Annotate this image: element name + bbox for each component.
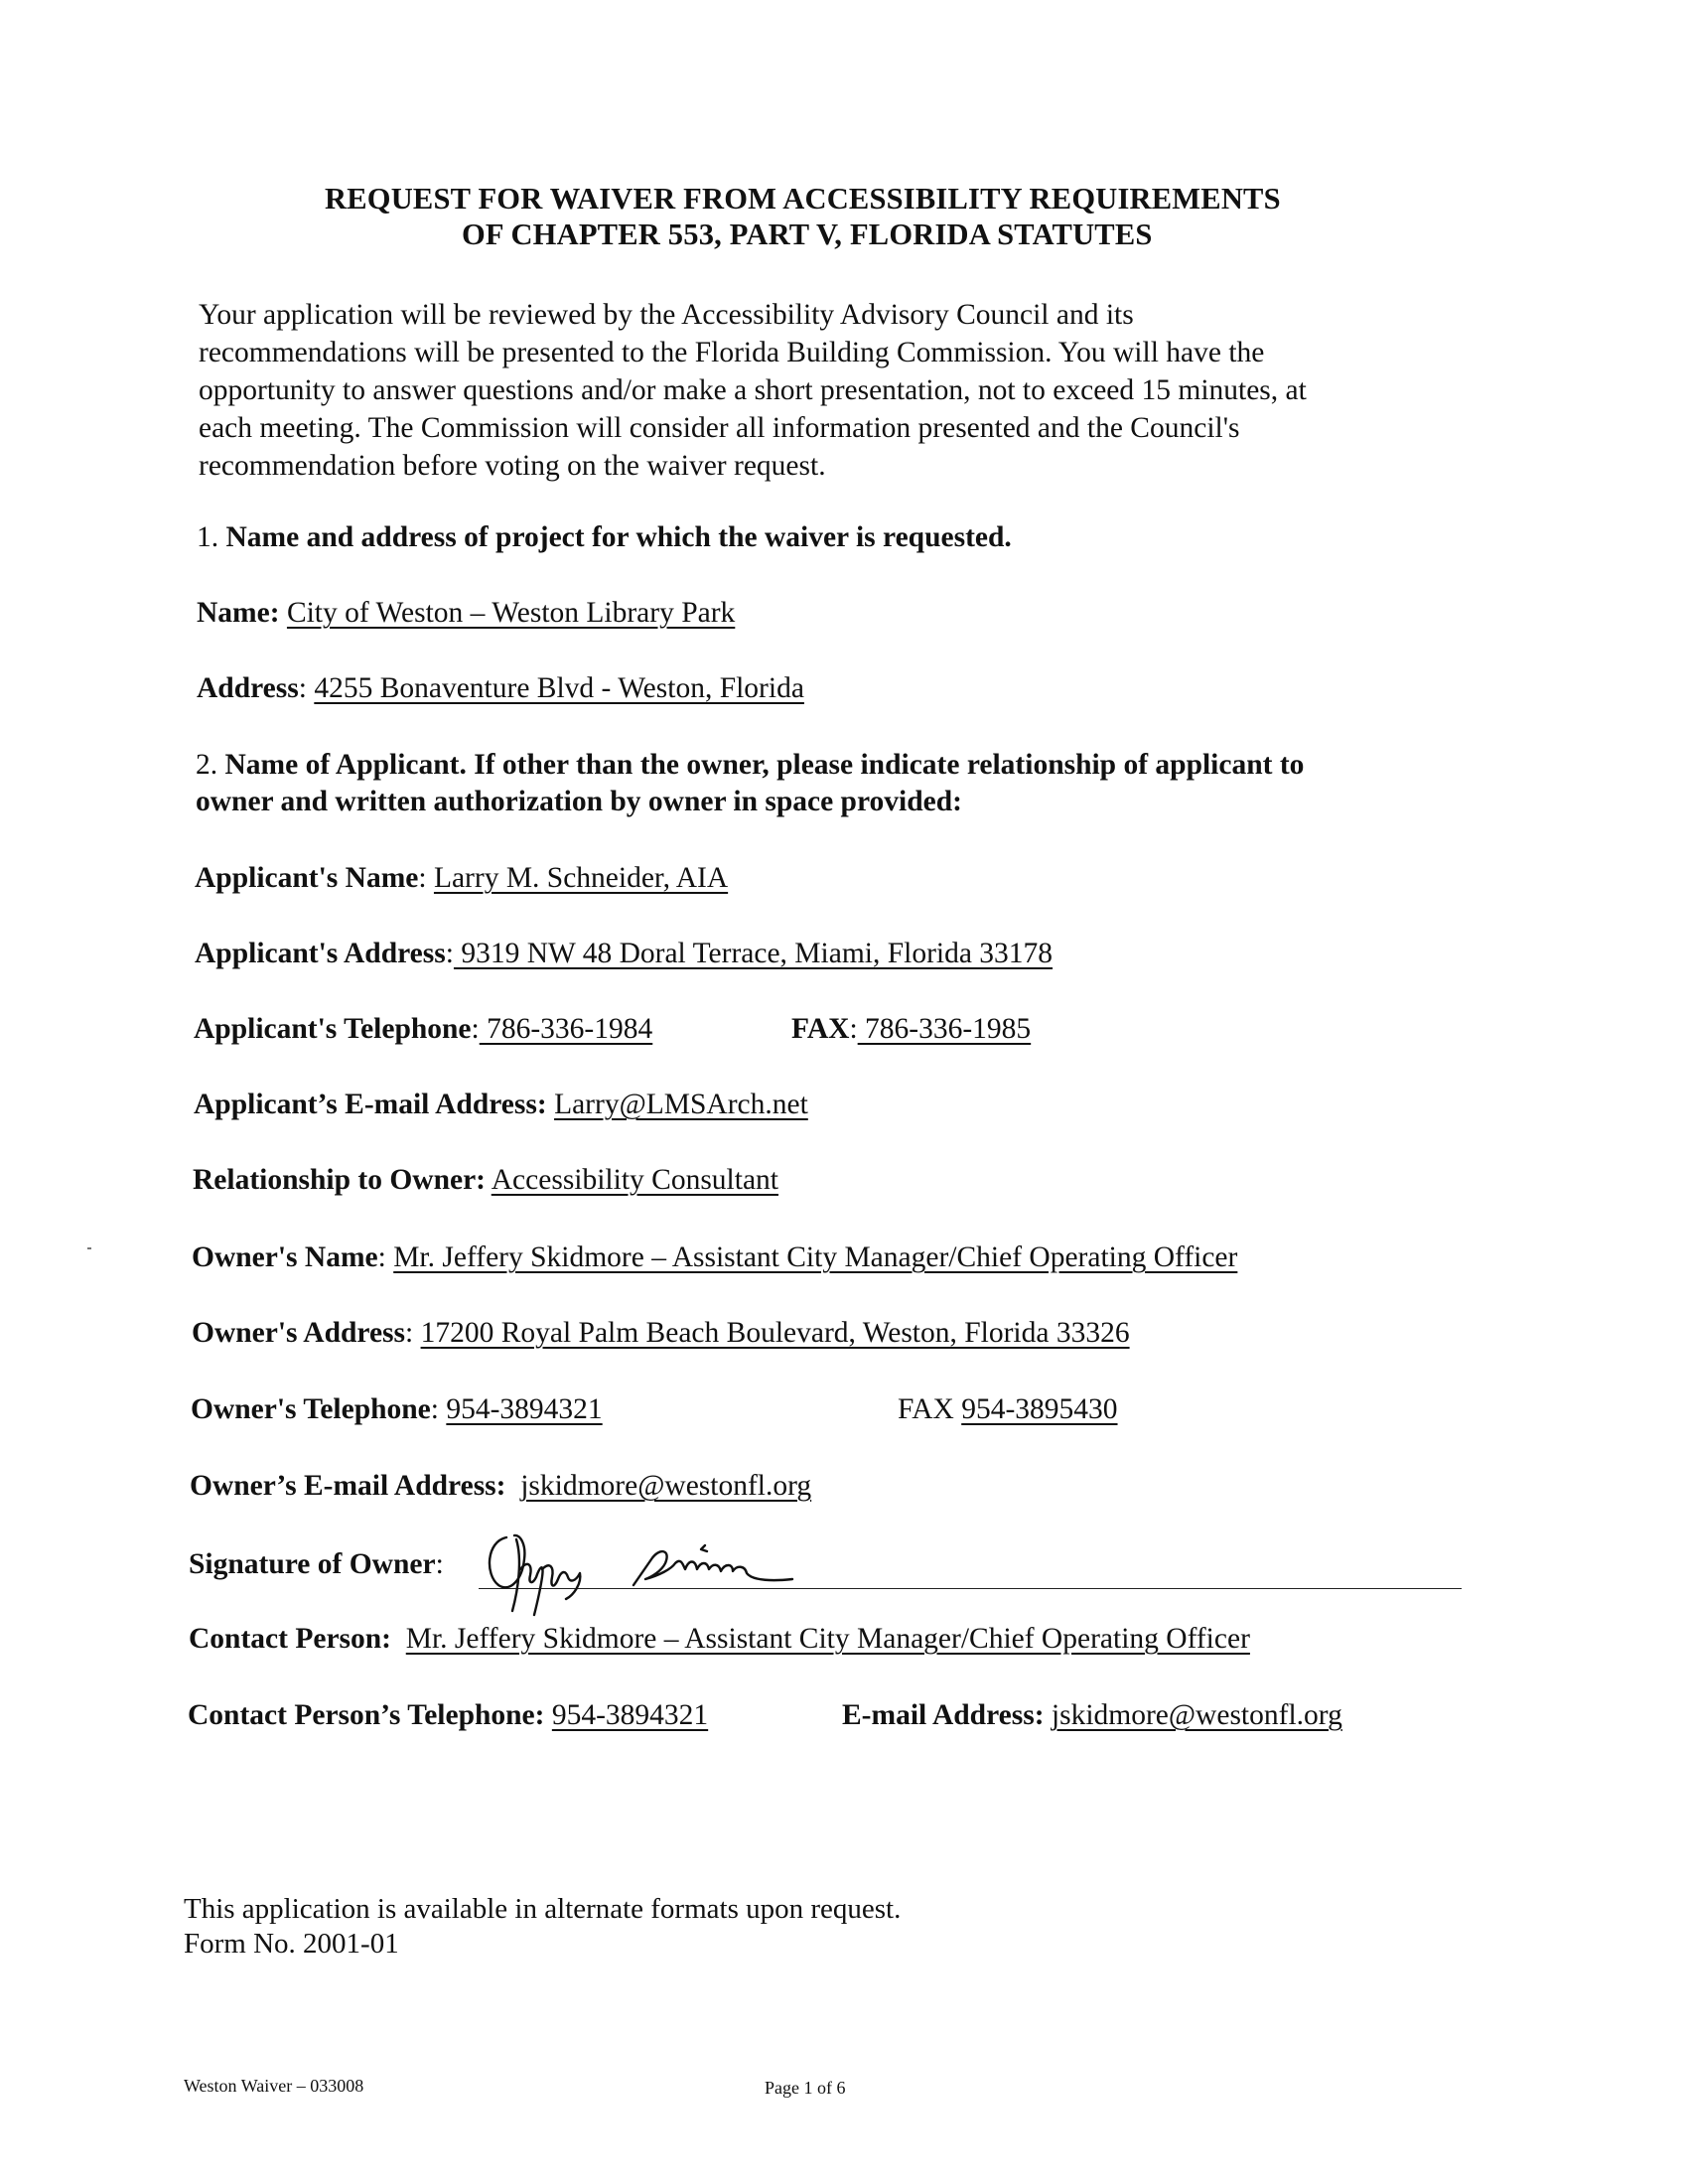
section-2-heading-line-2: owner and written authorization by owner in space provided: bbox=[196, 786, 962, 817]
contact-email-field bbox=[842, 1699, 1342, 1732]
owner-address-field: Owner's Address: 17200 Royal Palm Beach Boulevard, Weston, Florida 33326 bbox=[192, 1317, 1130, 1349]
owner-name-value[interactable]: Mr. Jeffery Skidmore – Assistant City Manager/Chief Operating Officer bbox=[393, 1241, 1238, 1273]
applicant-fax-value[interactable]: 786-336-1985 bbox=[857, 1013, 1032, 1045]
contact-person-field bbox=[189, 1623, 1250, 1656]
owner-email-label: Owner’s E-mail Address: bbox=[190, 1470, 506, 1502]
signature-label: Signature of Owner bbox=[189, 1548, 436, 1580]
signature-field: Signature of Owner: bbox=[189, 1548, 444, 1580]
owner-address-value[interactable]: 17200 Royal Palm Beach Boulevard, Weston, Florida 33326 bbox=[420, 1317, 1130, 1349]
intro-line: Your application will be reviewed by the Accessibility Advisory Council and its bbox=[199, 299, 1134, 331]
document-title-line-1: REQUEST FOR WAIVER FROM ACCESSIBILITY REQUIREMENTS bbox=[325, 182, 1281, 216]
page-indicator: Page 1 of 6 bbox=[765, 2078, 846, 2098]
section-1-heading bbox=[197, 521, 1012, 554]
applicant-name-label: Applicant's Name bbox=[195, 862, 419, 894]
project-address-field: Address: 4255 Bonaventure Blvd - Weston, Florida bbox=[197, 672, 804, 704]
availability-note: This application is available in alternate formats upon request. bbox=[184, 1893, 902, 1925]
section-2-number: 2. bbox=[196, 749, 218, 781]
applicant-telephone-field: Applicant's Telephone: 786-336-1984 bbox=[194, 1013, 653, 1045]
owner-email-field bbox=[190, 1470, 811, 1503]
document-id: Weston Waiver – 033008 bbox=[184, 2076, 364, 2096]
section-1-heading-text: Name and address of project for which the waiver is requested. bbox=[225, 521, 1012, 553]
section-2-heading-continued bbox=[196, 786, 962, 818]
signature-stroke bbox=[520, 1564, 543, 1615]
owner-telephone-field: Owner's Telephone: 954-3894321 bbox=[191, 1393, 603, 1425]
owner-telephone-label: Owner's Telephone bbox=[191, 1393, 431, 1425]
signature-stroke bbox=[542, 1565, 580, 1599]
owner-telephone-value[interactable]: 954-3894321 bbox=[446, 1393, 603, 1425]
applicant-telephone-label: Applicant's Telephone bbox=[194, 1013, 472, 1045]
footer-notes bbox=[184, 1892, 901, 1962]
project-address-label: Address bbox=[197, 672, 299, 704]
project-name-label: Name bbox=[197, 597, 270, 629]
owner-email-value[interactable]: jskidmore@westonfl.org bbox=[520, 1470, 812, 1502]
document-title-line-2: OF CHAPTER 553, PART V, FLORIDA STATUTES bbox=[462, 218, 1153, 251]
owner-fax-label: FAX bbox=[898, 1393, 954, 1425]
applicant-address-value[interactable]: 9319 NW 48 Doral Terrace, Miami, Florida 33178 bbox=[453, 938, 1054, 969]
applicant-telephone-value[interactable]: 786-336-1984 bbox=[479, 1013, 653, 1045]
section-2-heading-line-1: Name of Applicant. If other than the owner, please indicate relationship of applicant to bbox=[224, 749, 1305, 781]
applicant-email-value[interactable]: Larry@LMSArch.net bbox=[554, 1089, 808, 1120]
project-name-field: Name: City of Weston – Weston Library Park bbox=[197, 597, 736, 629]
contact-telephone-value[interactable]: 954-3894321 bbox=[551, 1699, 709, 1731]
applicant-address-label: Applicant's Address bbox=[195, 938, 446, 969]
applicant-email-field bbox=[194, 1089, 808, 1121]
owner-signature-image bbox=[477, 1520, 874, 1619]
signature-stroke bbox=[633, 1551, 792, 1585]
intro-line: each meeting. The Commission will consider all information presented and the Council's bbox=[199, 412, 1240, 444]
relationship-label: Relationship to Owner: bbox=[193, 1164, 486, 1196]
contact-telephone-label: Contact Person’s Telephone: bbox=[188, 1699, 545, 1731]
owner-fax-field bbox=[898, 1393, 1118, 1426]
intro-line: opportunity to answer questions and/or make a short presentation, not to exceed 15 minutes, at bbox=[199, 374, 1307, 406]
owner-name-label: Owner's Name bbox=[192, 1241, 378, 1273]
project-name-value[interactable]: City of Weston – Weston Library Park bbox=[286, 597, 736, 629]
owner-fax-value[interactable]: 954-3895430 bbox=[961, 1393, 1118, 1425]
applicant-email-label: Applicant’s E-mail Address: bbox=[194, 1089, 547, 1120]
relationship-field bbox=[193, 1164, 778, 1197]
contact-person-value[interactable]: Mr. Jeffery Skidmore – Assistant City Manager/Chief Operating Officer bbox=[405, 1623, 1250, 1655]
contact-person-label: Contact Person: bbox=[189, 1623, 391, 1655]
applicant-fax-field: FAX: 786-336-1985 bbox=[791, 1013, 1032, 1045]
signature-stroke bbox=[701, 1545, 707, 1551]
contact-telephone-field bbox=[188, 1699, 708, 1732]
intro-paragraph bbox=[199, 296, 1307, 485]
scan-speck bbox=[87, 1247, 91, 1249]
owner-address-label: Owner's Address bbox=[192, 1317, 405, 1349]
contact-email-label: E-mail Address: bbox=[842, 1699, 1045, 1731]
intro-line: recommendation before voting on the waiver request. bbox=[199, 450, 826, 482]
relationship-value[interactable]: Accessibility Consultant bbox=[491, 1164, 778, 1196]
owner-name-field: Owner's Name: Mr. Jeffery Skidmore – Assistant City Manager/Chief Operating Officer bbox=[192, 1241, 1238, 1273]
contact-email-value[interactable]: jskidmore@westonfl.org bbox=[1051, 1699, 1342, 1731]
applicant-address-field: Applicant's Address: 9319 NW 48 Doral Terrace, Miami, Florida 33178 bbox=[195, 938, 1054, 969]
applicant-fax-label: FAX bbox=[791, 1013, 850, 1045]
applicant-name-field: Applicant's Name: Larry M. Schneider, AIA bbox=[195, 862, 729, 894]
intro-line: recommendations will be presented to the Florida Building Commission. You will have the bbox=[199, 337, 1265, 368]
project-address-value[interactable]: 4255 Bonaventure Blvd - Weston, Florida bbox=[314, 672, 804, 704]
applicant-name-value[interactable]: Larry M. Schneider, AIA bbox=[433, 862, 729, 894]
section-2-heading bbox=[196, 749, 1304, 782]
form-number: Form No. 2001-01 bbox=[184, 1928, 399, 1960]
section-1-number: 1. bbox=[197, 521, 219, 553]
signature-stroke bbox=[512, 1539, 519, 1611]
